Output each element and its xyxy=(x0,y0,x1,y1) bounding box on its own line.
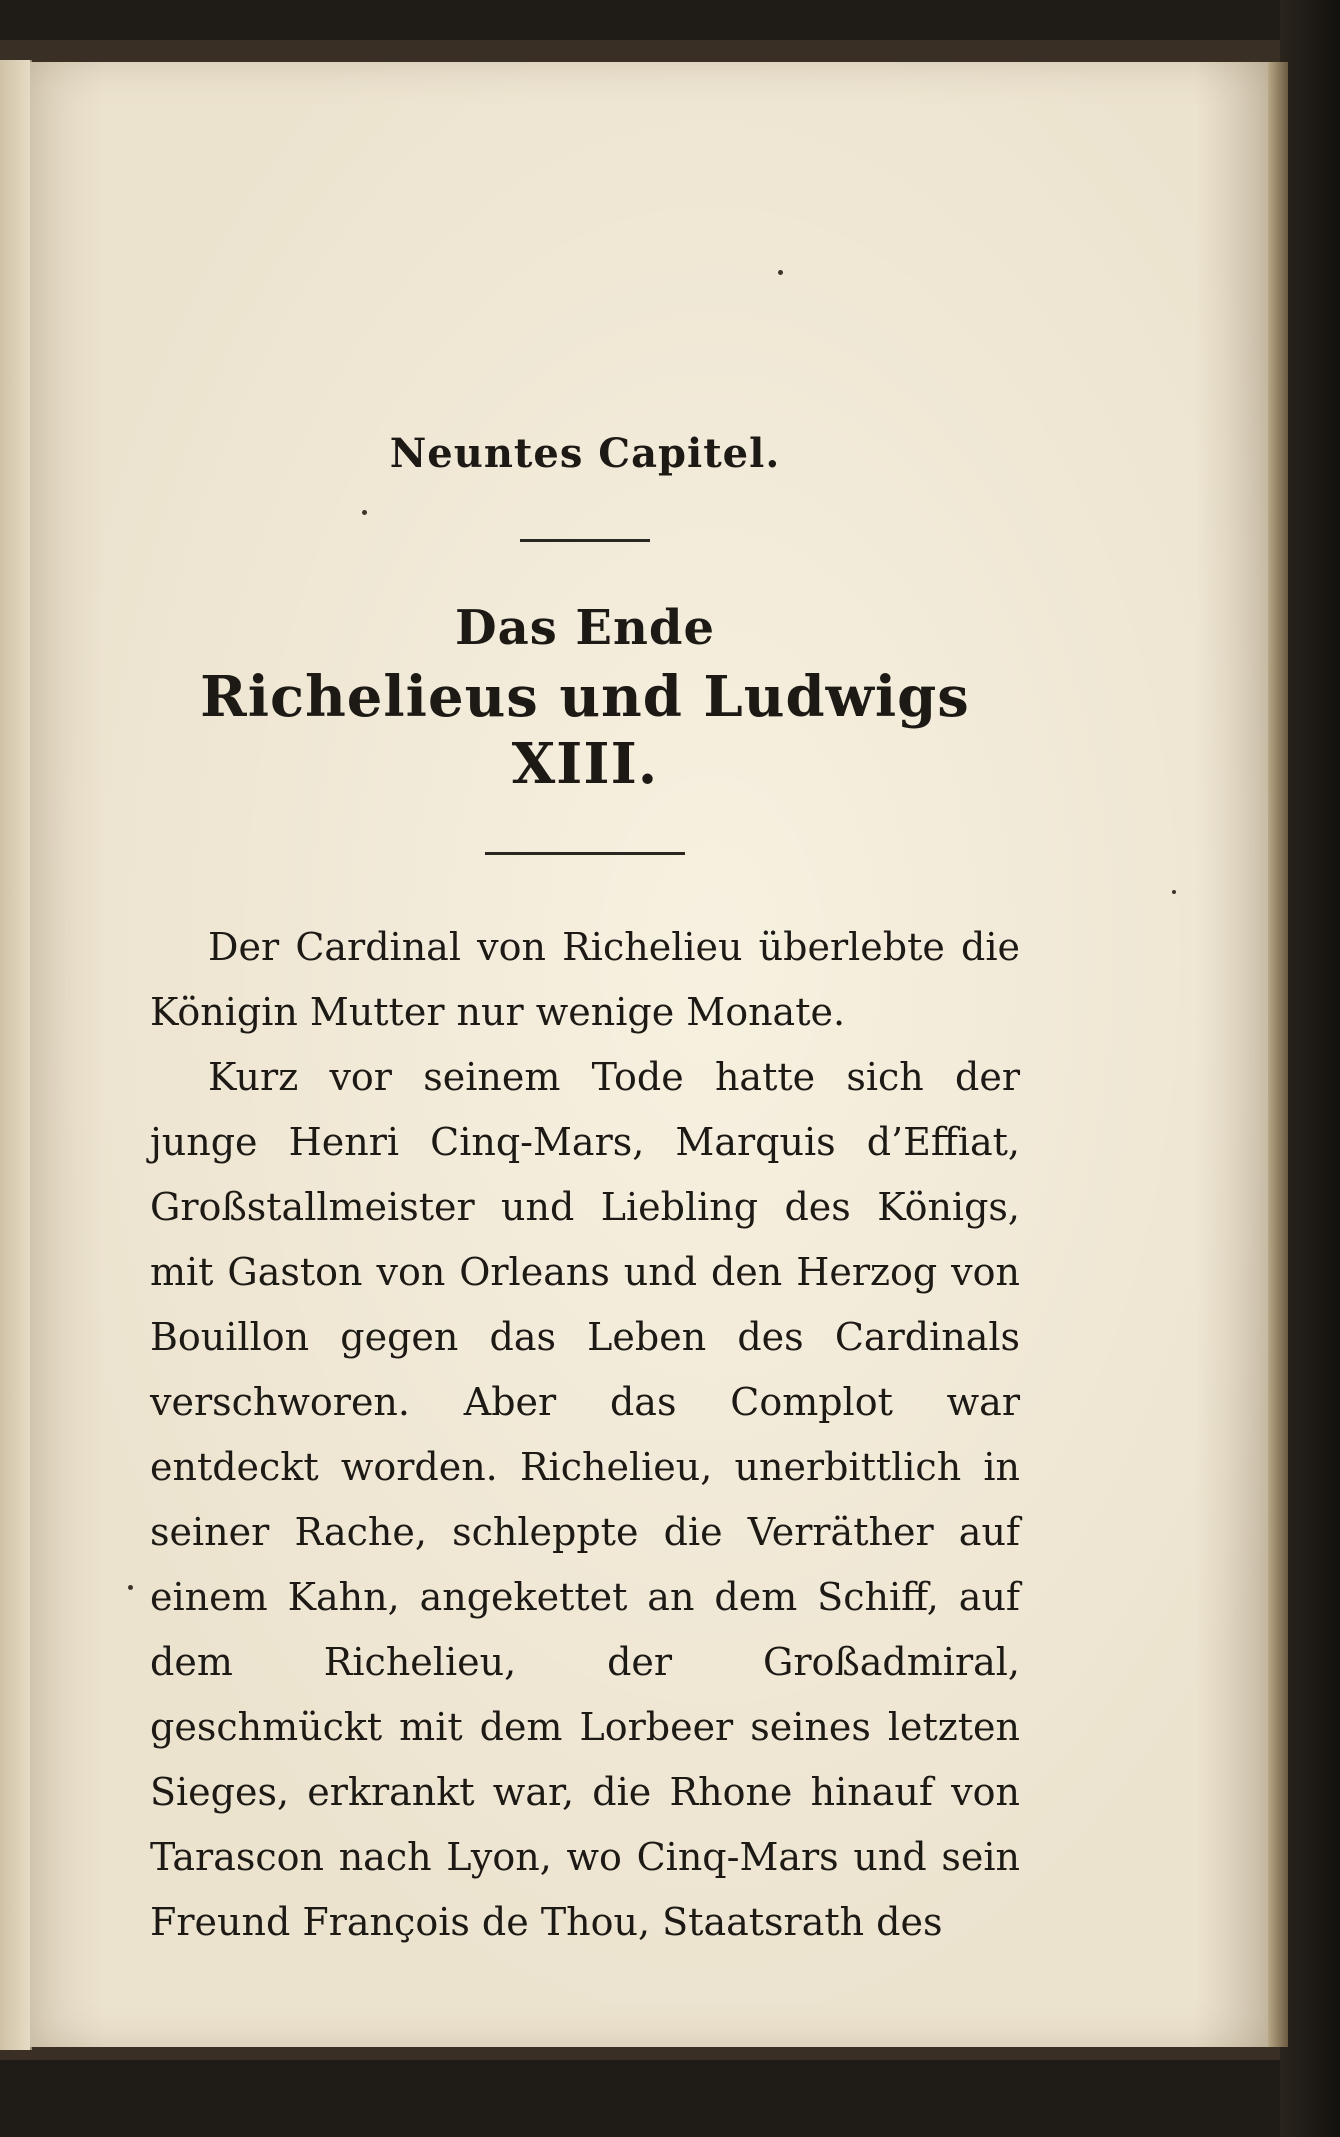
paper-speck xyxy=(128,1585,133,1590)
book-spine xyxy=(1280,0,1340,2137)
divider-rule xyxy=(520,539,650,542)
paper-speck xyxy=(1172,890,1176,894)
body-paragraph: Kurz vor seinem Tode hatte sich der junge Henri Cinq-Mars, Marquis d’Effiat, Großstallmeister und Liebling des Königs, mit Gaston von Orleans und den Herzog von Bouillon gegen das Leben des Cardinals verschworen. Aber das Complot war entdeckt worden. Richelieu, unerbittlich in seiner Rache, schleppte die Verräther auf einem Kahn, angekettet an dem Schiff, auf dem Richelieu, der Großadmiral, geschmückt mit dem Lorbeer seines letzten Sieges, erkrankt war, die Rhone hinauf von Tarascon nach Lyon, wo Cinq-Mars und sein Freund François de Thou, Staatsrath des xyxy=(150,1054,1020,1944)
paper-speck xyxy=(778,270,783,275)
page-fore-edge xyxy=(1268,62,1288,2047)
chapter-label: Neuntes Capitel. xyxy=(389,430,781,477)
divider-rule xyxy=(485,852,685,855)
chapter-title-line-1: Das Ende xyxy=(454,600,716,656)
chapter-title-line-2: Richelieus und Ludwigs XIII. xyxy=(200,663,970,797)
facing-page-edge xyxy=(0,60,32,2050)
chapter-title xyxy=(150,600,1020,798)
page-content xyxy=(150,430,1020,1955)
paper-speck xyxy=(362,510,367,515)
body-paragraph: Der Cardinal von Richelieu überlebte die Königin Mutter nur wenige Monate. xyxy=(150,924,1020,1034)
